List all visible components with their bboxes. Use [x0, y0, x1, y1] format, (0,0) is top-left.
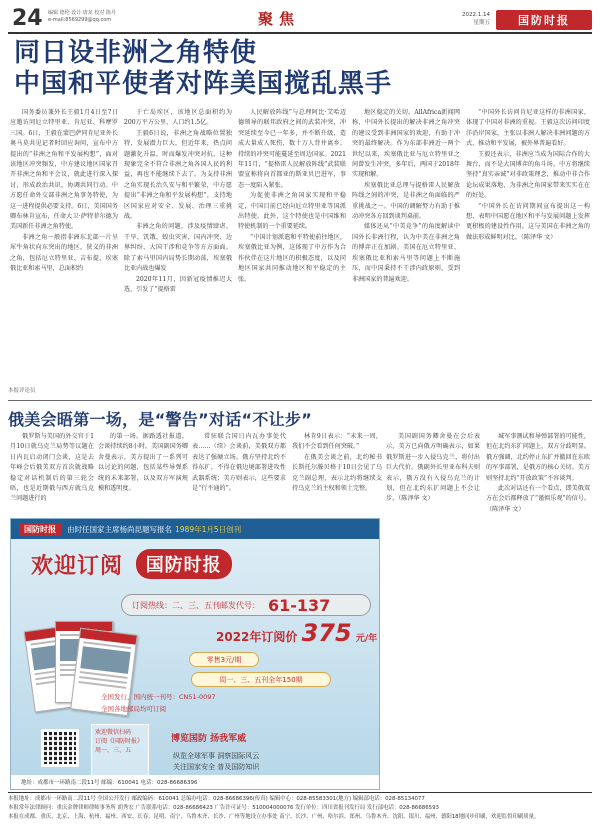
ad-slogan-line: 关注国家安全 普及国防知识	[173, 763, 260, 771]
ad-banner-logo: 国防时报	[19, 523, 61, 536]
paragraph: 此次对话还有一个看点，即美俄双方在会后都释放了“谨慎乐观”的信号。（陈泽华 文）	[486, 485, 590, 513]
article2-column-2	[98, 432, 188, 516]
paragraph: 人民解放阵线”与总理阿比·艾哈迈德领导的联邦政府之间的武装冲突，冲突延续至今已一年多，并不断升级，造成大量成人死伤，数十万人背井离乡。持续的冲突可能蔓延至周边国家。2021年11月，“提格雷人民解放阵线”武装联盟宣称将向首都亚的斯亚贝巴进军，事态一度陷入紧张。	[238, 109, 346, 189]
paragraph: 地区稳定的关切。AllAfrica新闻网称，中国外长提出的解决非洲之角冲突的建议受到非洲国家的欢迎，有助于冲突的最终解决。作为东部非洲近一两个世纪以来，埃塞俄比亚与厄立特里亚之间曾发生冲突，多年后，两国于2018年实现和解。	[352, 109, 460, 179]
ad-slogan: 博览国防 扬我军威	[171, 734, 247, 744]
paragraph: 埃塞俄比亚总理与提格雷人民解放阵线之间的冲突，是非洲之角面临的严重挑战之一。中国的调解努力有助于推动冲突各方回到谈判桌前。	[352, 181, 460, 221]
footer-line: 本报常年法律顾问：重庆金牌律师律师事务所 胡秀宏 广告联系电话：028-86686423 广告许可证号：510004000076 发行单位：四川省报刊发行局 发行部电话：028-86686593	[8, 805, 439, 811]
paragraph: “中国计划派遣和平特使前往地区，埃塞俄比亚为例，这体现了中方作为合作伙伴在这片地区的积极态度，以及同地区国家共同推动地区和平稳定的主张。	[238, 233, 346, 283]
article1-column-4	[352, 108, 460, 382]
ad-qr-caption	[91, 724, 149, 776]
ad-call-number: 61-137	[268, 595, 331, 615]
article2-column-4	[292, 432, 382, 516]
headline-line-1: 同日设非洲之角特使	[14, 38, 258, 68]
ad-qr-line: 周一、三、五	[95, 747, 132, 754]
article2-column-3	[192, 432, 286, 516]
paragraph: 在俄美会谈之前，北约秘书长斯托尔滕贝格于10日会见了乌克兰副总理，表示北约将继续支持乌克兰的主权和领土完整。	[292, 453, 382, 493]
paragraph: 王毅6日说，非洲之角战略位置独特，发展潜力巨大，但近年来，热点问题激化升温，时而爆发冲突对抗，这种现象完全不符合非洲之角各国人民的利益，再也不能继续下去了。为支持非洲之角实现长治久安与和平繁荣，中方愿提出“非洲之角和平发展构想”，支持地区国家应对安全、发展、治理三重挑战。	[124, 129, 232, 221]
paragraph: 于亡岛埃区，该地区总面积约为200万平方公里，人口约1.5亿。	[124, 109, 232, 127]
qr-code-overlay	[41, 729, 79, 767]
ad-banner-text: 由时任国家主席杨尚昆题写报名	[67, 524, 172, 534]
ad-cn-line: 全国发行，国内统一刊号：CN51-0097	[101, 693, 216, 701]
ad-retail-pill: 零售3元/期	[189, 652, 259, 667]
paragraph: 媒体还从“中美竞争”的角度解读中国外长非洲行程，认为中美在非洲之角的博弈正在加剧。美国在厄立特里亚、埃塞俄比亚和索马里等问题上不断施压，而中国秉持不干涉内政原则，受到非洲国家的普遍欢迎。	[352, 223, 460, 283]
page-number: 24	[12, 6, 43, 31]
date-text: 2022.1.14	[462, 12, 490, 18]
ad-qr-line: 订阅《国防时报》	[95, 738, 144, 745]
page-footer	[8, 795, 592, 822]
ad-title	[31, 549, 232, 580]
paragraph: 林肯9日表示：“未来一周，我们不会看到任何突破。”	[292, 433, 382, 451]
section-title: 聚焦	[258, 10, 301, 28]
weekday-text: 星期五	[473, 20, 490, 26]
editor-line: 编辑 德伦 设计 唐龙 校对 陈丹	[48, 10, 116, 16]
paragraph: 王毅还表示，非洲应当成为国际合作的大舞台，而不是大国博弈的角斗场。中方将继续坚持“真实亲诚”对非政策理念，推动中非合作论坛成果落地，为非洲之角国家带来实实在在的好处。	[466, 150, 590, 200]
email-line: e-mail:8569299@qq.com	[48, 17, 112, 23]
ad-slogan-lines	[173, 751, 259, 773]
article1-column-1	[10, 108, 118, 382]
subscription-ad	[10, 518, 380, 790]
headline-line-2: 中国和平使者对阵美国搅乱黑手	[14, 69, 393, 99]
ad-title-logo: 国防时报	[136, 549, 232, 579]
newspaper-stack-image	[29, 617, 129, 737]
article1-column-3	[238, 108, 346, 382]
footer-line: 本报地址：成都市一环路南二段11号 全国公开发行 邮政编码：610041 总编办电话：028-86686396(传真) 编辑中心：028-85583301(地方) 编辑部电话：028-85134077	[8, 796, 425, 802]
second-headline: 俄美会晤第一场，是“警告”对话“不让步”	[8, 410, 313, 429]
paragraph: 常驻联合国日内瓦办事处代表……（续）会谈前，美俄双方都表达了强硬立场。俄方坚持北约不得东扩，不得在俄边境部署进攻性武器系统；美方则表示，这些要求是“行不通的”。	[192, 433, 286, 493]
ad-footer: 地址：成都市一环路南二段11号 邮编：610041 电话：028-86686396	[11, 775, 379, 789]
article2-column-5	[386, 432, 480, 788]
ad-price-unit: 元/年	[355, 634, 378, 644]
paragraph: 为促使非洲之角国家实现和平稳定，中国目前已经向厄立特里亚等国派出特使。此外，这个特使也是中国维和特使机制的一个重要延续。	[238, 192, 346, 231]
section-divider	[8, 400, 592, 401]
article1-column-2	[124, 108, 232, 382]
ad-price-label: 2022年订阅价	[216, 630, 298, 644]
footer-divider	[8, 792, 592, 793]
article2-column-1	[10, 432, 94, 516]
paragraph: 非洲之角的问题，涉及疫情肆虐、干旱、饥饿、蝗虫灾害，国内冲突、边界纠纷、大国干涉和竞争等方方面面。除了索马里国内局势长期动荡，埃塞俄比亚内战也爆发	[124, 223, 232, 273]
header-divider	[8, 32, 592, 34]
paragraph: “中国外长访问肯尼亚这样的非洲国家，体现了中国对非洲的重视。王毅这次访问印度洋沿岸国家，主张以非洲人解决非洲问题的方式，推动和平发展，被外界普遍看好。	[466, 109, 590, 148]
ad-title-text: 欢迎订阅	[31, 554, 124, 579]
paragraph: 2020年11月，因新冠疫情推迟大选，引发了“提格雷	[124, 275, 232, 293]
ad-qr-line: 欢迎微信扫码	[95, 729, 132, 736]
issue-date	[454, 11, 490, 27]
paragraph: 的第一场。据路透社报道，会谈持续约8小时。美国副国务卿舍曼表示，美方提出了一系列可以讨论的问题，包括某些导弹系统的未来部署，以及双方军演规模和透明度。	[98, 433, 188, 493]
paragraph: 俄罗斯与美国的外交官于1月10日就乌克兰局势等议题在日内瓦启动闭门会谈，这是去年峰会后俄美双方首次就战略稳定对话机制后的第三轮会晤，也是近期俄与西方就乌克兰问题进行的	[10, 433, 94, 503]
paragraph: 美国副国务卿舍曼在会后表示，美方已向俄方明确表示，如果俄罗斯进一步入侵乌克兰，将付出巨大代价。俄副外长里亚布科夫则表示，俄方没有入侵乌克兰的计划，但在北约东扩问题上不会让步。（陈泽华 文）	[386, 433, 480, 503]
footer-line: 本报在成都、重庆、北京、上海、杭州、福州、西安、长春、昆明、南宁、乌鲁木齐、长沙、广州等地设立办事处 南宁、长沙、广州、哈尔滨、郑州、乌鲁木齐、沈阳、银川、福州、德阳18地同步印刷，欢迎监督印刷质量。	[8, 814, 540, 820]
paragraph: “中国外长在访问期间宣布提出这一构想，表明中国愿在地区和平与发展问题上发挥更积极的建设性作用。这与美国在非洲之角的做法形成鲜明对比。（陈泽华 文）	[466, 202, 590, 241]
byline: 本报评论员	[8, 388, 36, 394]
ad-banner-date: 1989年1月5日创刊	[175, 524, 242, 534]
paragraph: 城军事测试和导弹部署的可能性，但在北约东扩问题上，双方分歧明显。俄方强调，北约停止东扩并撤回在东欧的军事部署，是俄方的核心关切。美方则坚持北约“开放政策”不容谈判。	[486, 433, 590, 482]
paragraph: 非洲之角一般指非洲东北部一片呈犀牛角状向东突出的地区，狭义的非洲之角，包括厄立特里亚、吉布提、埃塞俄比亚和索马里，总面积约	[10, 233, 118, 273]
ad-issues-pill: 周一、三、五刊全年150期	[191, 672, 331, 687]
ad-price	[216, 619, 377, 647]
article2-column-6	[486, 432, 590, 788]
page-header	[8, 6, 592, 32]
newspaper-logo: 国防时报	[496, 10, 592, 30]
ad-call-label: 订阅热线：二、三、五刊邮发代号：	[132, 600, 260, 610]
article1-column-5	[466, 108, 590, 382]
ad-price-value: 375	[301, 619, 352, 647]
ad-slogan-line: 纵览全球军事 洞察国际风云	[173, 752, 260, 760]
editor-info	[48, 10, 116, 24]
ad-subscription-code	[121, 594, 371, 616]
main-headline	[14, 38, 589, 100]
paragraph: 国务委员兼外长王毅1月4日至7日应邀访问厄立特里亚、肯尼亚、科摩罗三国。6日，王毅在蒙巴萨同肯尼亚外长奥马莫共见记者时回应询问，宣布中方提出的“非洲之角和平发展构想”，面对该地区冲突频发，中方建议地区国家召开非洲之角和平会议，就此进行深入探讨，形成政治共识，协调共同行动。中方愿任命外交部非洲之角事务特使，为这一进程提供必要支持。6日，美国国务卿布林肯宣布，任命大卫·萨特菲尔德为美国新任非洲之角特使。	[10, 109, 118, 231]
ad-registration	[101, 691, 216, 715]
ad-cn-line: 全国各地邮局均可订阅	[101, 705, 166, 713]
ad-banner	[11, 519, 379, 539]
